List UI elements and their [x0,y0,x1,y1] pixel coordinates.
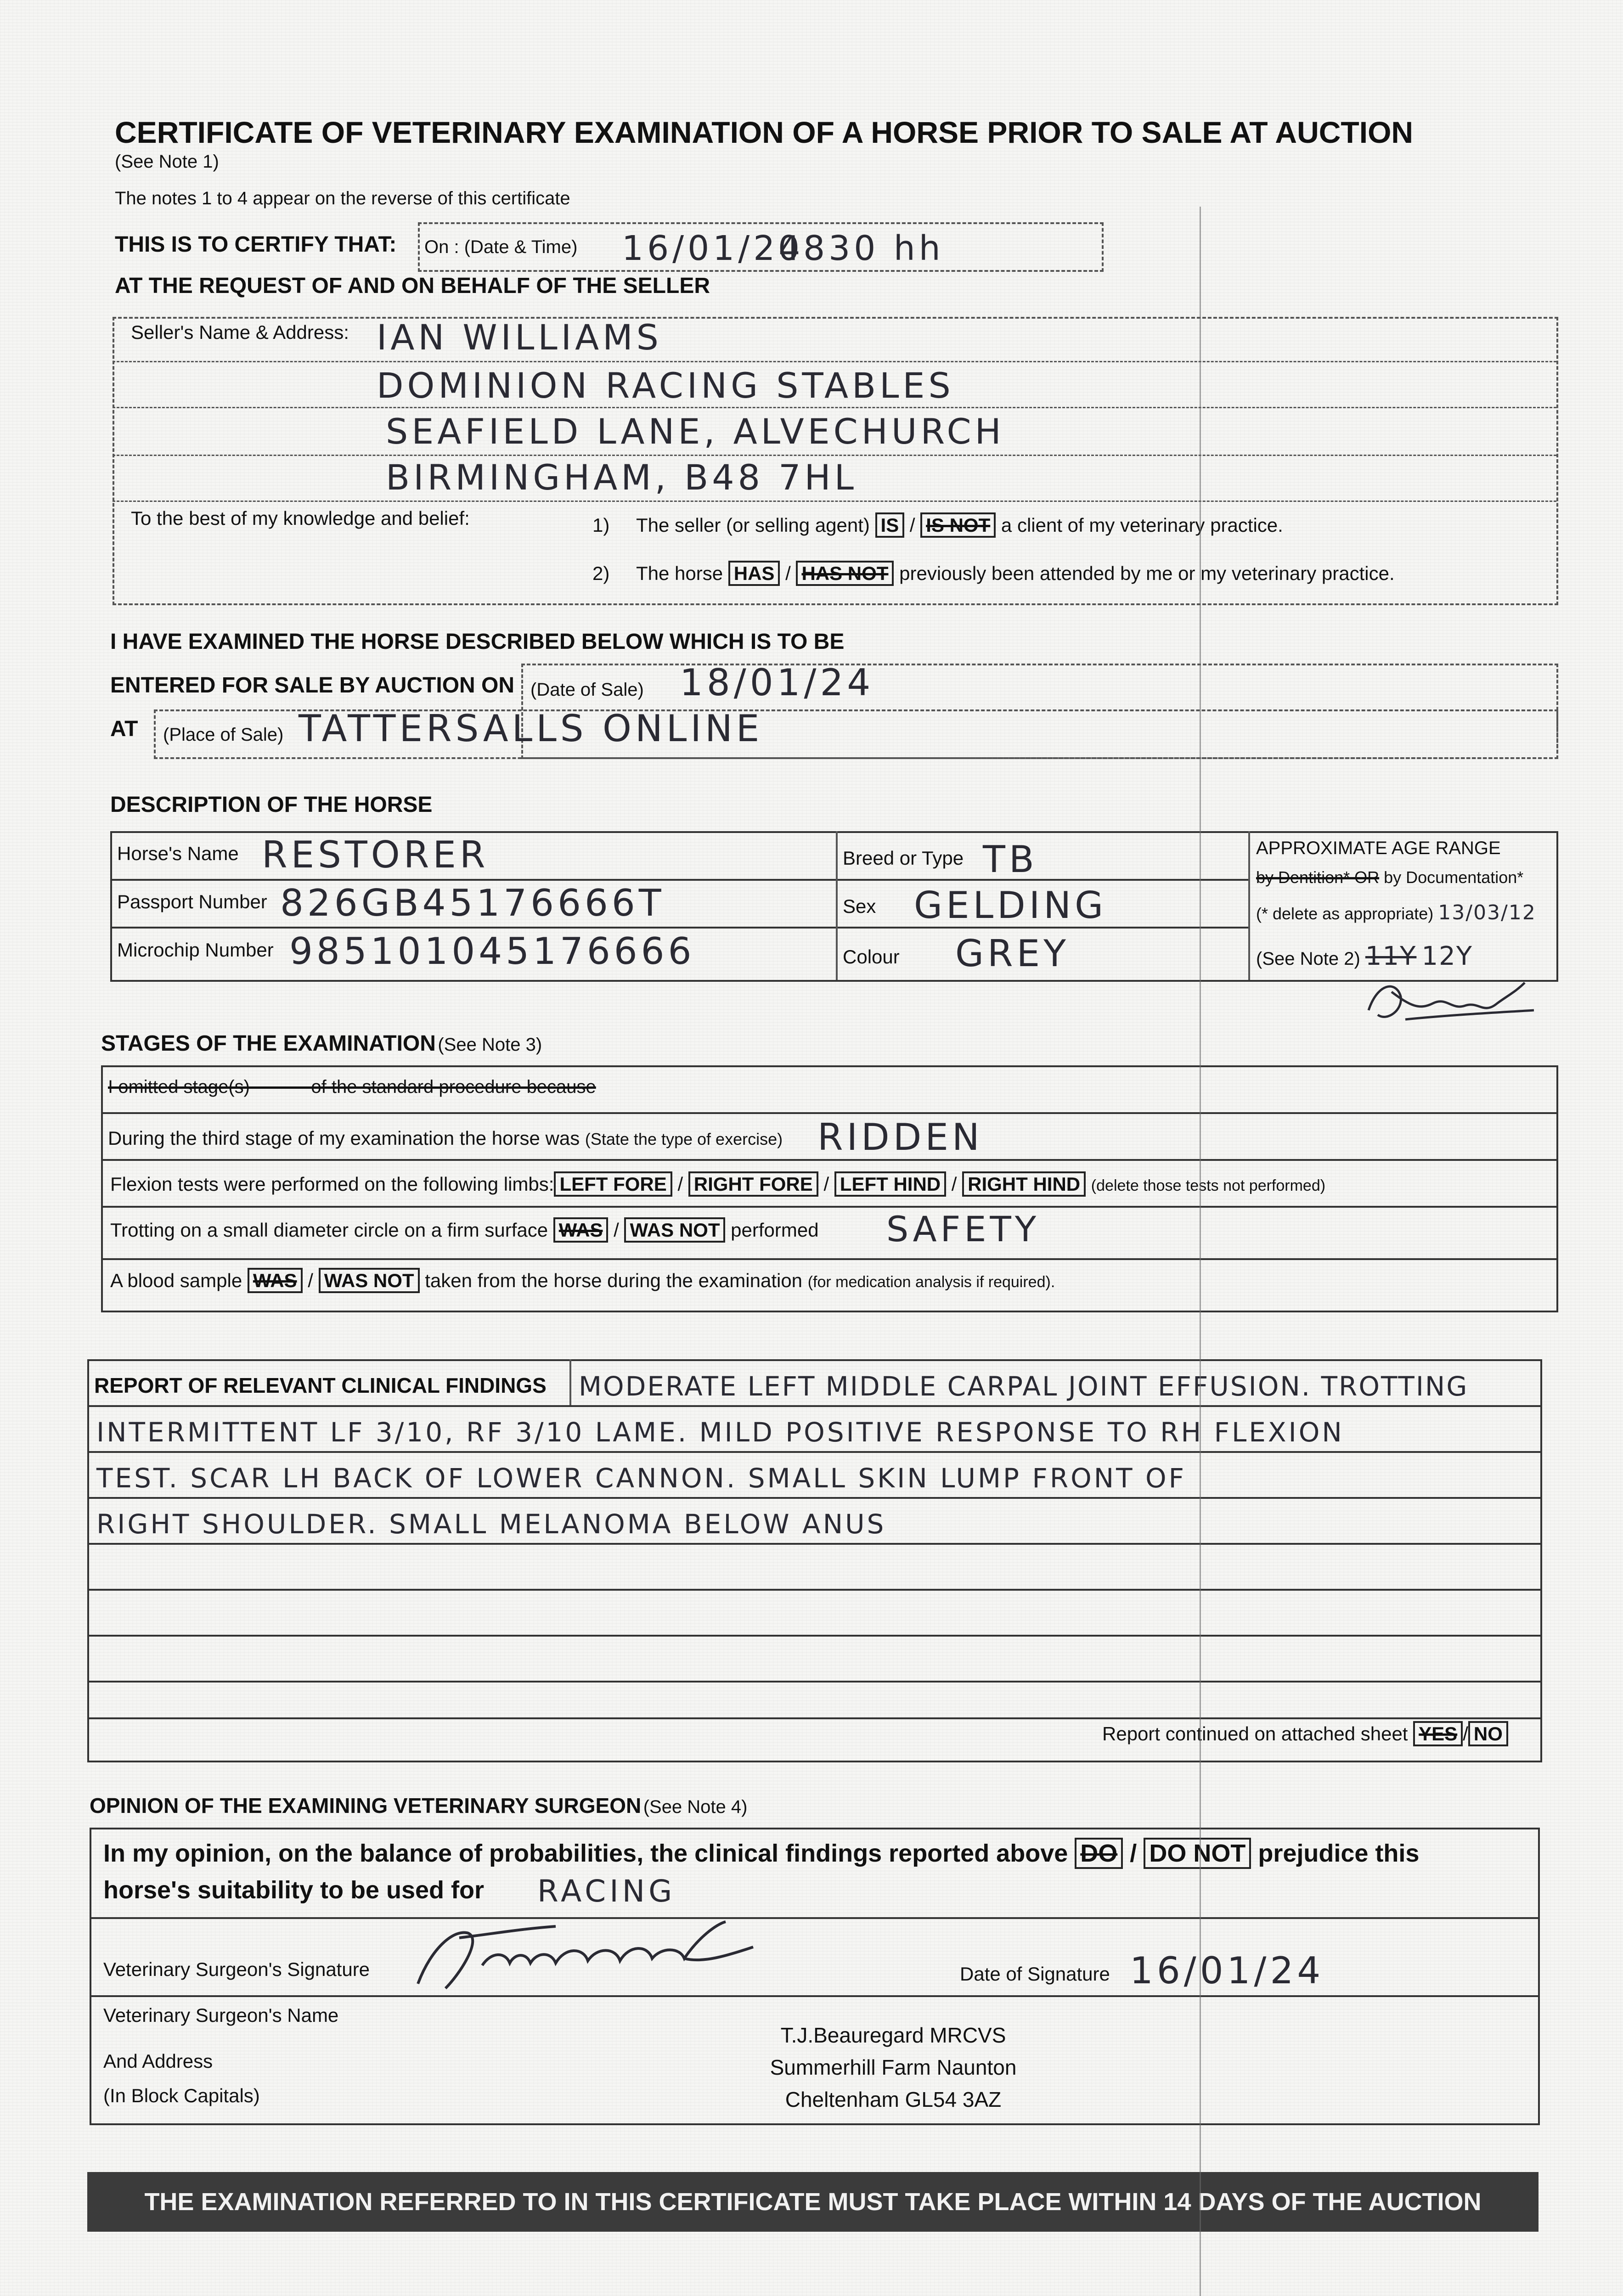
flexion-separator: / [951,1173,957,1195]
seller-address-3[interactable]: BIRMINGHAM, B48 7HL [386,457,857,498]
horse-name-label: Horse's Name [117,843,239,864]
age-value-line [1256,941,1473,971]
sale-date-label: (Date of Sale) [530,680,644,700]
opinion-do-option[interactable]: DO [1075,1838,1123,1869]
sale-date-value[interactable]: 18/01/24 [680,661,874,704]
report-continued-line [1102,1723,1508,1745]
certify-label: THIS IS TO CERTIFY THAT: [115,232,397,257]
flexion-label: Flexion tests were performed on the following limbs: [110,1173,554,1195]
seller-is-option[interactable]: IS [875,512,905,538]
signature-date-label: Date of Signature [960,1963,1110,1985]
breed-label: Breed or Type [843,847,964,869]
report-line-4[interactable]: RIGHT SHOULDER. SMALL MELANOMA BELOW ANUS [96,1508,886,1540]
certificate-title: CERTIFICATE OF VETERINARY EXAMINATION OF A HORSE PRIOR TO SALE AT AUCTION [115,115,1414,149]
sex-label: Sex [843,895,876,917]
age-method-line [1256,868,1523,887]
horse-name-value[interactable]: RESTORER [262,833,489,876]
vet-name-label: Veterinary Surgeon's Name [103,2004,339,2026]
opinion-see-note-4: (See Note 4) [643,1797,748,1817]
opinion-text-line-1 [103,1839,1419,1868]
vet-address-2: Cheltenham GL54 3AZ [785,2088,1002,2111]
seller-name[interactable]: IAN WILLIAMS [377,317,662,358]
vet-address-1: Summerhill Farm Naunton [770,2055,1017,2079]
knowledge-label: To the best of my knowledge and belief: [131,507,470,529]
q1-separator: / [909,514,915,536]
flexion-left-fore[interactable]: LEFT FORE [554,1171,672,1197]
blood-sample-label: A blood sample [110,1270,242,1291]
blood-separator: / [308,1270,313,1291]
q2-separator: / [785,563,791,584]
age-initials-signature-icon [1359,978,1543,1029]
third-stage-line [108,1127,783,1149]
vet-block-capitals-label: (In Block Capitals) [103,2085,260,2106]
on-date-value: 16/01/24 [622,229,804,268]
report-line-1[interactable]: MODERATE LEFT MIDDLE CARPAL JOINT EFFUSION. TROTTING [579,1371,1469,1402]
on-date-label: On : (Date & Time) [424,237,578,257]
blood-was-option[interactable]: WAS [248,1268,303,1293]
opinion-heading-line [90,1793,747,1818]
seller-request: AT THE REQUEST OF AND ON BEHALF OF THE SELLER [115,274,710,298]
flexion-note: (delete those tests not performed) [1091,1177,1326,1194]
report-continued-no[interactable]: NO [1468,1721,1508,1746]
flexion-right-fore[interactable]: RIGHT FORE [688,1171,818,1197]
age-see-note-2: (See Note 2) [1256,949,1360,969]
age-delete-line [1256,901,1536,924]
opinion-text-3: horse's suitability to be used for [103,1876,484,1904]
report-continued-separator: / [1463,1723,1468,1745]
opinion-do-not-option[interactable]: DO NOT [1144,1838,1251,1869]
seller-label: Seller's Name & Address: [131,321,349,343]
report-continued-yes[interactable]: YES [1413,1721,1463,1746]
passport-label: Passport Number [117,891,267,912]
trotting-separator: / [614,1219,619,1241]
report-continued-label: Report continued on attached sheet [1102,1723,1408,1745]
blood-was-not-option[interactable]: WAS NOT [319,1268,420,1293]
trotting-was-option[interactable]: WAS [553,1217,609,1243]
q1-text: The seller (or selling agent) [636,514,870,536]
microchip-label: Microchip Number [117,939,274,961]
description-heading: DESCRIPTION OF THE HORSE [110,793,433,817]
sale-at-label: AT [110,717,138,741]
exercise-value[interactable]: RIDDEN [817,1116,983,1159]
blood-sample-text: taken from the horse during the examination [425,1270,803,1291]
age-value[interactable]: 12Y [1421,941,1473,971]
stages-see-note-3: (See Note 3) [438,1035,542,1055]
footer-banner: THE EXAMINATION REFERRED TO IN THIS CERTIFICATE MUST TAKE PLACE WITHIN 14 DAYS OF THE AUCTION [87,2172,1538,2232]
flexion-left-hind[interactable]: LEFT HIND [834,1171,946,1197]
age-delete-note: (* delete as appropriate) [1256,904,1434,923]
microchip-value[interactable]: 985101045176666 [289,930,695,973]
signature-date-value[interactable]: 16/01/24 [1130,1949,1324,1992]
age-dob-value[interactable]: 13/03/12 [1438,901,1536,924]
trotting-was-not-option[interactable]: WAS NOT [624,1217,725,1243]
on-date-field[interactable] [418,222,1104,272]
opinion-text-1: In my opinion, on the balance of probabilities, the clinical findings reported above [103,1840,1068,1867]
on-time-value: 0830 hh [778,229,944,268]
report-heading: REPORT OF RELEVANT CLINICAL FINDINGS [94,1373,547,1397]
stages-heading-line [101,1031,542,1056]
seller-address-1[interactable]: DOMINION RACING STABLES [377,365,954,406]
stages-heading: STAGES OF THE EXAMINATION [101,1031,436,1056]
vet-signature-icon[interactable] [404,1919,772,1993]
vet-address-label: And Address [103,2050,213,2072]
signature-label: Veterinary Surgeon's Signature [103,1958,370,1980]
omitted-stages-line: I omitted stage(s) of the standard procedure because [108,1077,596,1097]
trotting-reason-value[interactable]: SAFETY [886,1209,1040,1249]
blood-sample-note: (for medication analysis if required). [807,1273,1055,1291]
blood-sample-line [110,1270,1055,1292]
examined-heading: I HAVE EXAMINED THE HORSE DESCRIBED BELOW WHICH IS TO BE [110,630,845,654]
seller-address-2[interactable]: SEAFIELD LANE, ALVECHURCH [386,411,1005,452]
q2-number: 2) [592,563,610,584]
opinion-separator: / [1130,1840,1137,1867]
sale-place-value[interactable]: TATTERSALLS ONLINE [299,707,763,750]
opinion-heading: OPINION OF THE EXAMINING VETERINARY SURGEON [90,1794,642,1818]
trotting-line [110,1219,819,1241]
flexion-right-hind[interactable]: RIGHT HIND [962,1171,1086,1197]
seller-is-not-option[interactable]: IS NOT [920,512,996,538]
third-stage-label: During the third stage of my examination the horse was [108,1127,580,1149]
breed-value[interactable]: TB [983,838,1038,881]
third-stage-note: (State the type of exercise) [585,1130,783,1148]
colour-label: Colour [843,946,900,968]
flexion-line [110,1173,1325,1195]
sale-place-label: (Place of Sale) [163,725,284,745]
q2-text: The horse [636,563,723,584]
flexion-separator: / [823,1173,829,1195]
horse-has-not-option[interactable]: HAS NOT [796,561,894,586]
report-line-2[interactable]: INTERMITTENT LF 3/10, RF 3/10 LAME. MILD POSITIVE RESPONSE TO RH FLEXION [96,1417,1344,1448]
notes-line: The notes 1 to 4 appear on the reverse of this certificate [115,188,570,208]
colour-value[interactable]: GREY [955,932,1070,975]
q2-text-end: previously been attended by me or my veterinary practice. [899,563,1395,584]
trotting-performed: performed [731,1219,819,1241]
see-note-1: (See Note 1) [115,152,219,172]
entered-heading: ENTERED FOR SALE BY AUCTION ON [110,673,515,698]
age-by-documentation[interactable]: by Documentation* [1384,868,1524,887]
report-line-3[interactable]: TEST. SCAR LH BACK OF LOWER CANNON. SMALL SKIN LUMP FRONT OF [96,1463,1187,1494]
vet-name-value: T.J.Beauregard MRCVS [780,2023,1006,2047]
opinion-use-value[interactable]: RACING [537,1874,676,1909]
trotting-label: Trotting on a small diameter circle on a firm surface [110,1219,548,1241]
sex-value[interactable]: GELDING [914,884,1107,927]
opinion-text-2: prejudice this [1258,1840,1420,1867]
q1-number: 1) [592,514,610,536]
flexion-separator: / [677,1173,683,1195]
age-value-struck: 11Y [1365,941,1417,971]
age-range-heading: APPROXIMATE AGE RANGE [1256,838,1501,858]
seller-client-statement [592,514,1283,536]
passport-value[interactable]: 826GB45176666T [280,882,665,924]
age-by-dentition[interactable]: by Dentition* OR [1256,868,1380,887]
horse-has-option[interactable]: HAS [728,561,780,586]
scan-fold-line [1200,207,1201,2296]
horse-attended-statement [592,563,1395,585]
q1-text-end: a client of my veterinary practice. [1001,514,1283,536]
